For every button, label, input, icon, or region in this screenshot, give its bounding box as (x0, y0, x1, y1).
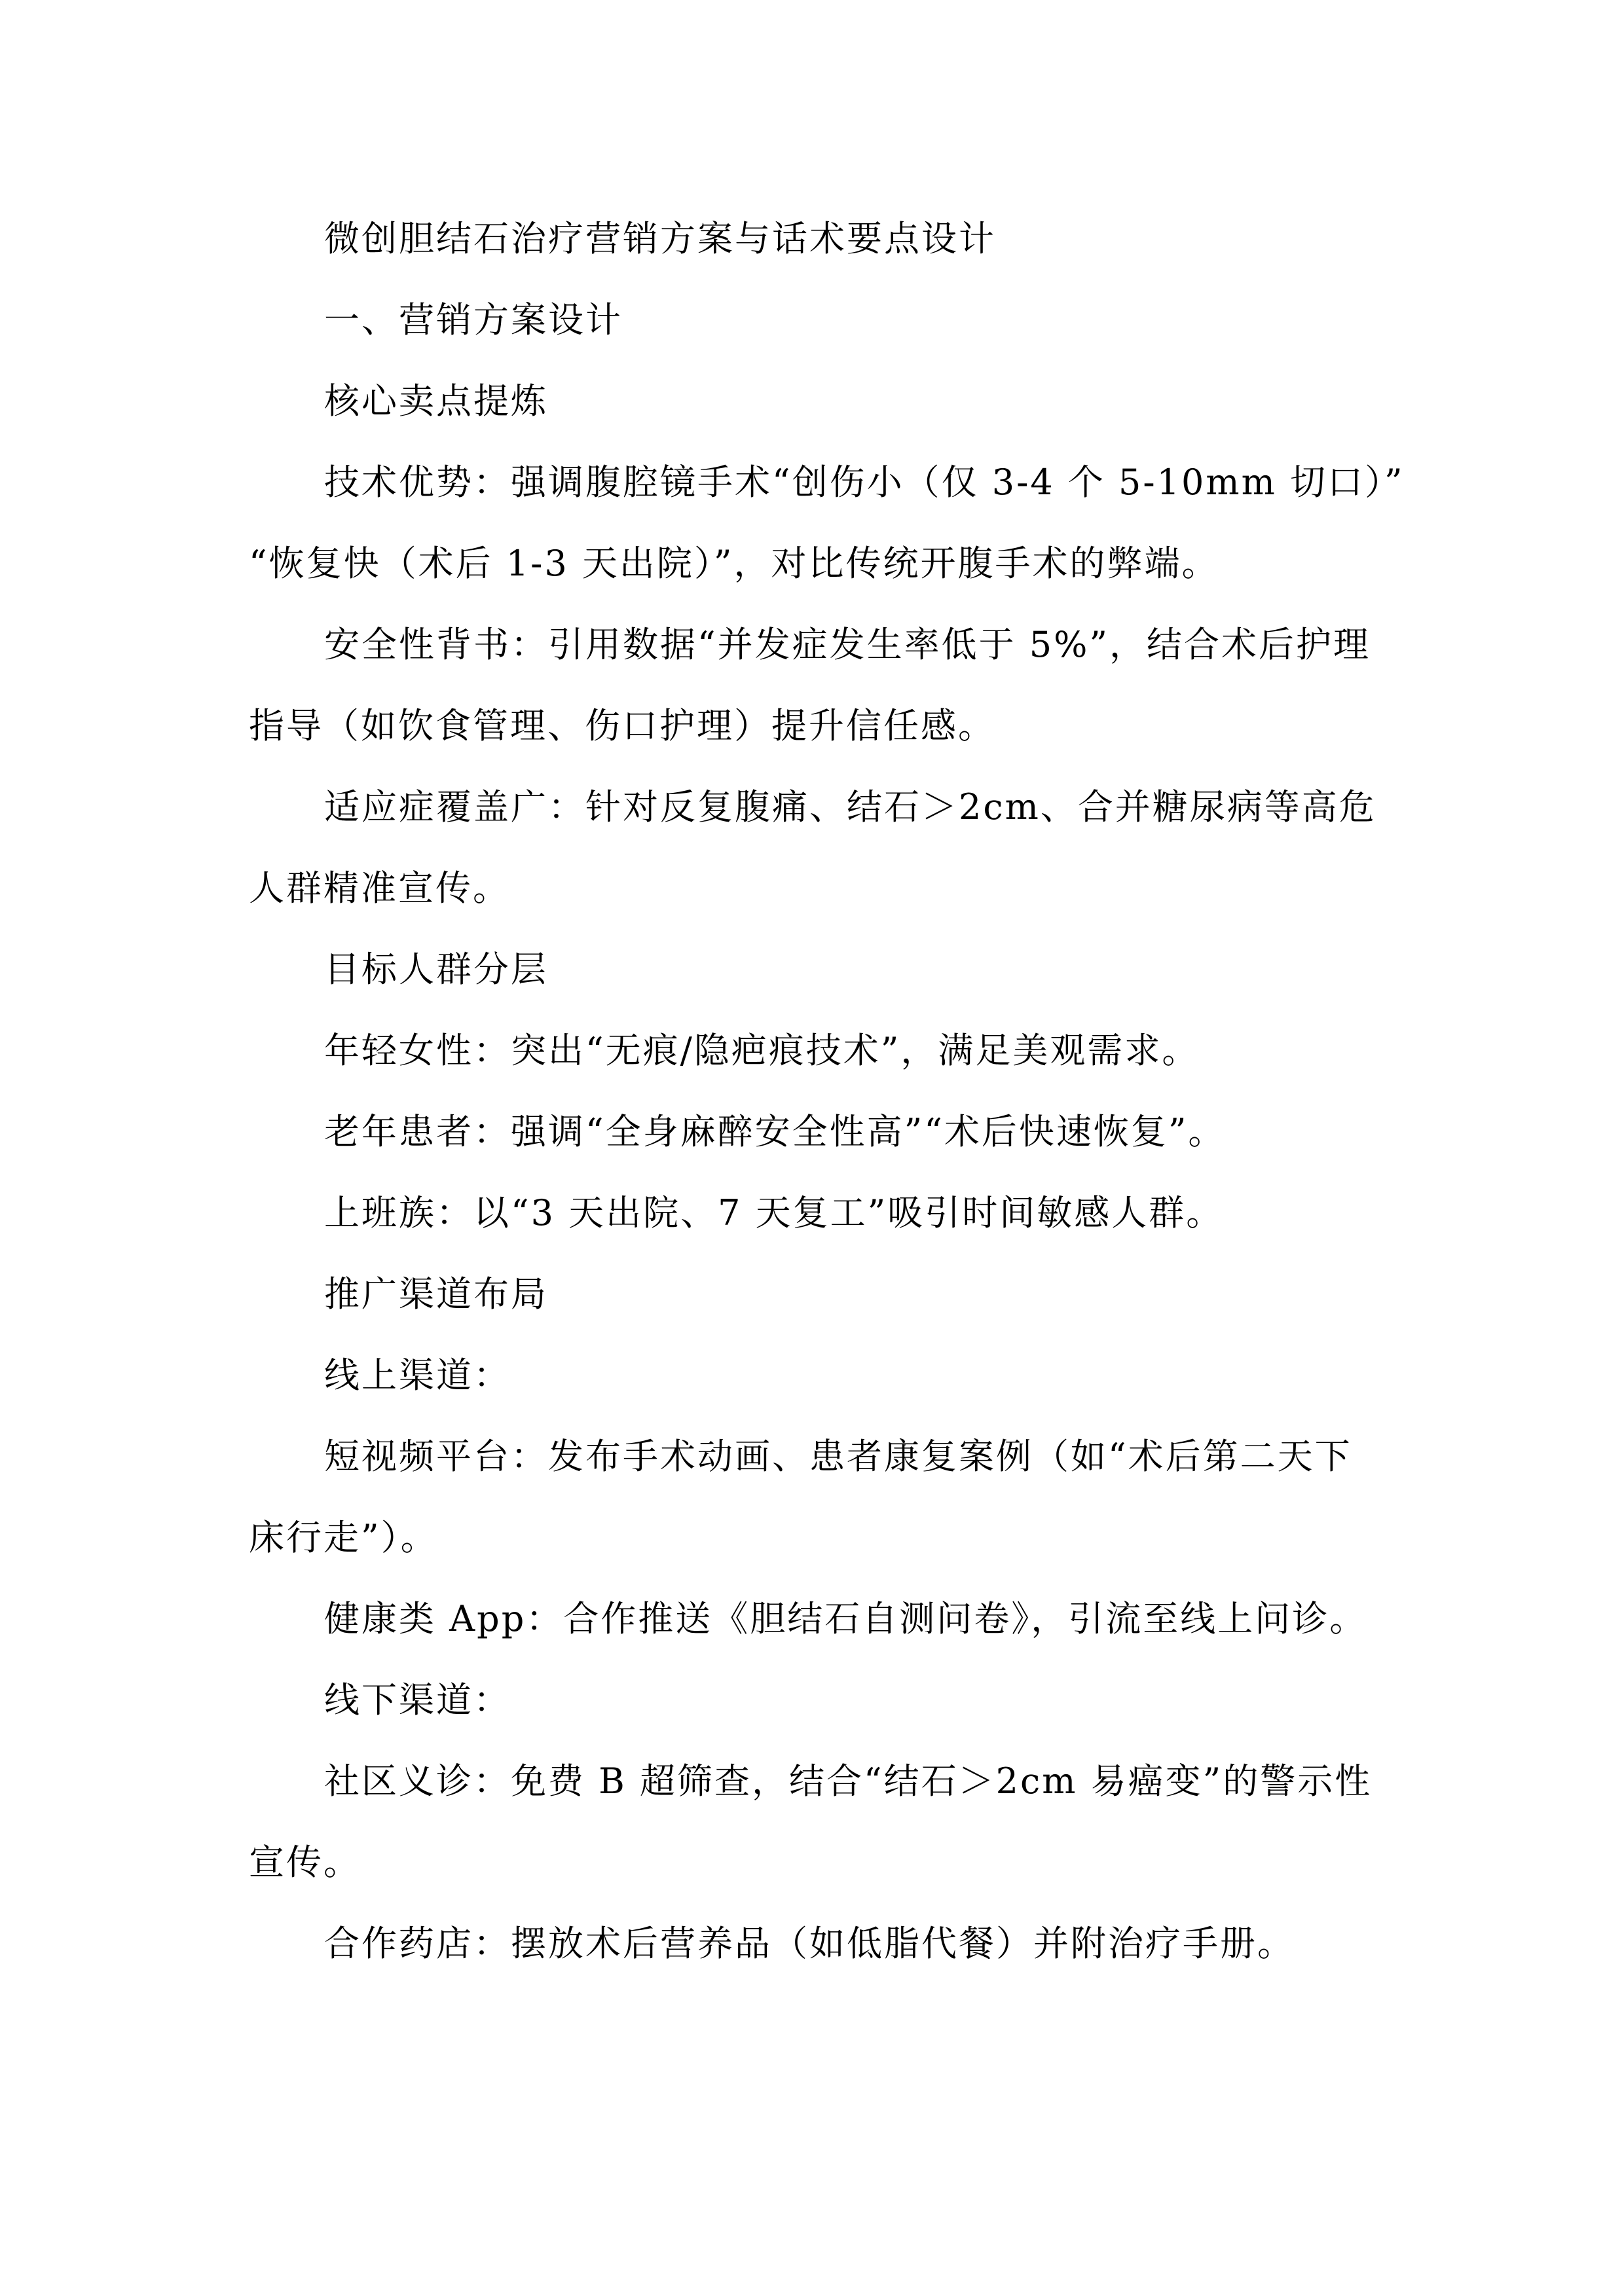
paragraph-community-clinic-line-2: 宣传。 (249, 1842, 361, 1883)
label-online-channels: 线上渠道： (324, 1355, 511, 1396)
paragraph-community-clinic-line-1: 社区义诊：免费 B 超筛查，结合“结石＞2cm 易癌变”的警示性 (324, 1760, 1373, 1802)
paragraph-indications-line-2: 人群精准宣传。 (249, 867, 510, 909)
paragraph-partner-pharmacy: 合作药店：摆放术后营养品（如低脂代餐）并附治疗手册。 (324, 1923, 1295, 1964)
subheading-target-groups: 目标人群分层 (324, 949, 548, 990)
paragraph-short-video-line-1: 短视频平台：发布手术动画、患者康复案例（如“术后第二天下 (324, 1436, 1352, 1477)
subheading-core-selling-points: 核心卖点提炼 (324, 380, 548, 422)
paragraph-safety-line-1: 安全性背书：引用数据“并发症发生率低于 5%”，结合术后护理 (324, 624, 1371, 665)
subheading-channels: 推广渠道布局 (324, 1273, 548, 1315)
paragraph-office-workers: 上班族：以“3 天出院、7 天复工”吸引时间敏感人群。 (324, 1192, 1224, 1233)
paragraph-young-women: 年轻女性：突出“无痕/隐疤痕技术”，满足美观需求。 (324, 1030, 1200, 1071)
paragraph-health-app: 健康类 App：合作推送《胆结石自测问卷》，引流至线上问诊。 (324, 1598, 1367, 1639)
document-title: 微创胆结石治疗营销方案与话术要点设计 (324, 218, 996, 259)
paragraph-tech-advantage-line-2: “恢复快（术后 1-3 天出院）”，对比传统开腹手术的弊端。 (249, 543, 1219, 584)
paragraph-short-video-line-2: 床行走”）。 (249, 1517, 438, 1558)
paragraph-safety-line-2: 指导（如饮食管理、伤口护理）提升信任感。 (249, 705, 995, 746)
paragraph-tech-advantage-line-1: 技术优势：强调腹腔镜手术“创伤小（仅 3-4 个 5-10mm 切口）” (324, 462, 1405, 503)
label-offline-channels: 线下渠道： (324, 1679, 511, 1721)
section-heading-marketing-plan: 一、营销方案设计 (324, 299, 623, 340)
paragraph-elderly: 老年患者：强调“全身麻醉安全性高”“术后快速恢复”。 (324, 1111, 1226, 1152)
paragraph-indications-line-1: 适应症覆盖广：针对反复腹痛、结石＞2cm、合并糖尿病等高危 (324, 786, 1376, 828)
